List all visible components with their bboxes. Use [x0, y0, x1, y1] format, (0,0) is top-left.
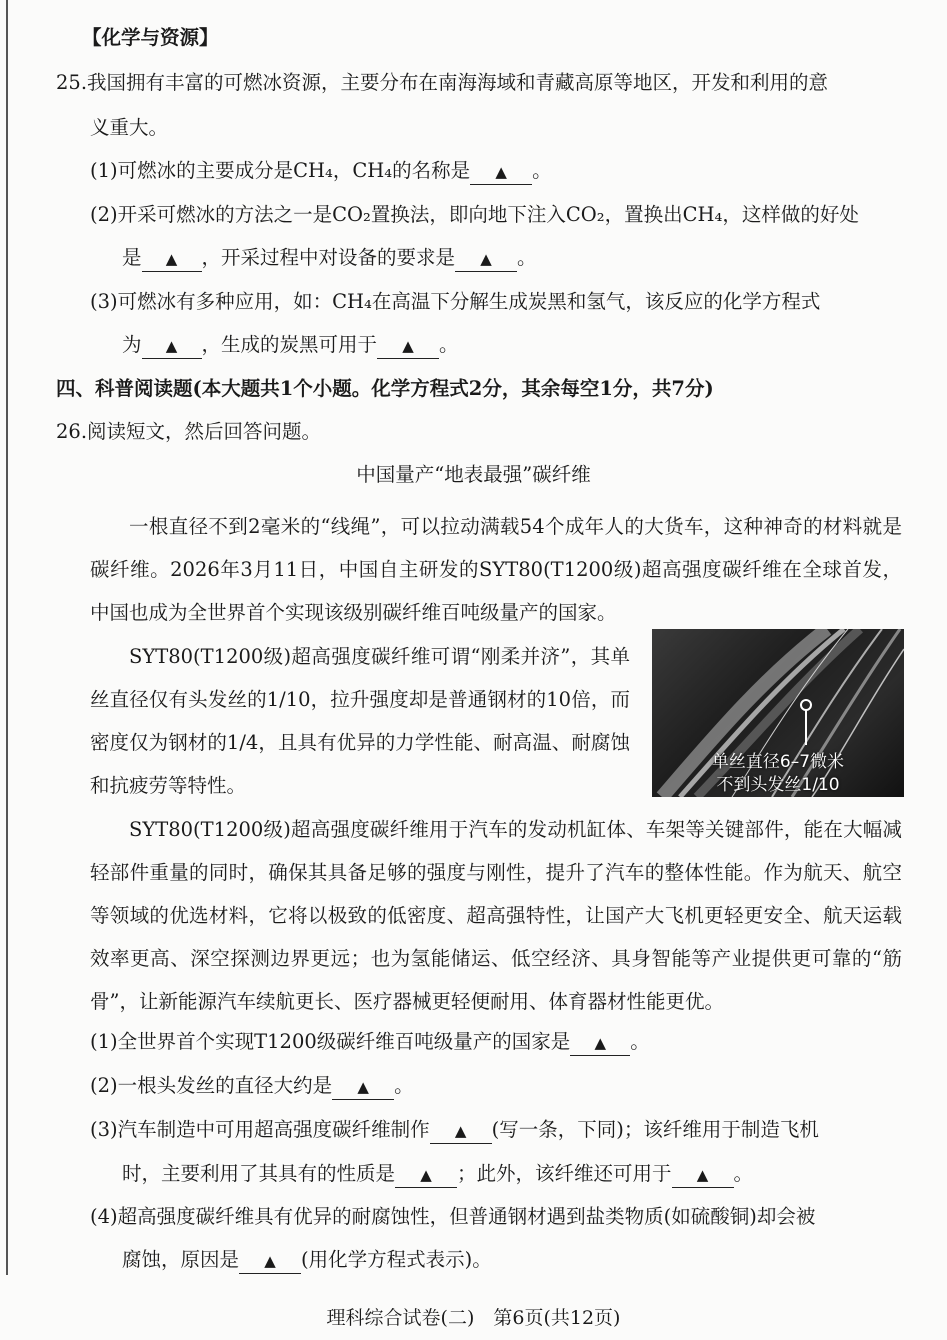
- photo-caption-line1: 单丝直径6–7微米: [711, 752, 845, 772]
- section4-heading: [56, 375, 714, 403]
- blank-marker-icon: ▲: [696, 1166, 709, 1184]
- q26-part2-text: (2)一根头发丝的直径大约是: [90, 1074, 333, 1097]
- period: 。: [532, 159, 552, 182]
- answer-blank[interactable]: [142, 333, 202, 359]
- q25-part3-text-b: ，生成的炭黑可用于: [201, 333, 378, 356]
- blank-marker-icon: ▲: [402, 337, 414, 355]
- answer-blank[interactable]: [377, 333, 439, 359]
- q26-part3-line1: [90, 1116, 819, 1144]
- q26-part1-text: (1)全世界首个实现T1200级碳纤维百吨级量产的国家是: [90, 1030, 571, 1053]
- q25-part2-line1: (2)开采可燃冰的方法之一是CO₂置换法，即向地下注入CO₂，置换出CH₄，这样做的好处: [90, 203, 859, 226]
- q25-part2-line2: [122, 244, 537, 272]
- article-title: 中国量产“地表最强”碳纤维: [356, 463, 591, 486]
- answer-blank[interactable]: [332, 1074, 394, 1100]
- answer-blank[interactable]: [672, 1162, 734, 1188]
- q26-part3-text-b: (写一条，下同)；该纤维用于制造飞机: [491, 1118, 819, 1141]
- blank-marker-icon: ▲: [495, 163, 507, 181]
- q25-part3-line1: (3)可燃冰有多种应用，如：CH₄在高温下分解生成炭黑和氢气，该反应的化学方程式: [90, 290, 821, 313]
- q26-part1: [90, 1028, 650, 1056]
- q26-part3-text-c: 时，主要利用了其具有的性质是: [122, 1162, 396, 1185]
- q26-part2: [90, 1072, 414, 1100]
- answer-blank[interactable]: [395, 1162, 457, 1188]
- photo-caption-line2: 不到头发丝1/10: [716, 775, 840, 795]
- q26-part3-text-d: ；此外，该纤维还可用于: [457, 1162, 672, 1185]
- blank-marker-icon: ▲: [165, 250, 178, 268]
- period: 。: [517, 246, 537, 269]
- q25-stem-line2: 义重大。: [90, 116, 169, 139]
- q25-part2-text-b: ，开采过程中对设备的要求是: [201, 246, 456, 269]
- page-footer: 理科综合试卷(二) 第6页(共12页): [326, 1307, 621, 1329]
- q26-part3-line2: [122, 1160, 753, 1188]
- blank-marker-icon: ▲: [480, 250, 492, 268]
- carbon-fiber-photo: [652, 629, 904, 797]
- answer-blank[interactable]: [470, 159, 532, 185]
- answer-blank[interactable]: [142, 246, 202, 272]
- blank-marker-icon: ▲: [264, 1252, 276, 1270]
- blank-marker-icon: ▲: [594, 1034, 607, 1052]
- q25-part3-line2: [122, 331, 459, 359]
- answer-blank[interactable]: [239, 1248, 301, 1274]
- period: 。: [439, 333, 459, 356]
- q25-part2-text-a: 是: [122, 246, 142, 269]
- period: 。: [394, 1074, 414, 1097]
- q26-part4-text-a: 腐蚀，原因是: [122, 1248, 240, 1271]
- q26-part4-text-b: (用化学方程式表示)。: [301, 1248, 492, 1271]
- section-title: 【化学与资源】: [82, 26, 219, 49]
- blank-marker-icon: ▲: [165, 337, 178, 355]
- page-margin-line: [6, 0, 8, 1275]
- q25-part1-text: (1)可燃冰的主要成分是CH₄，CH₄的名称是: [90, 159, 471, 182]
- article-paragraph-3: SYT80(T1200级)超高强度碳纤维用于汽车的发动机缸体、车架等关键部件，能在大幅减轻部件重量的同时，确保其具备足够的强度与刚性，提升了汽车的整体性能。作为航天、航空等领域的优选材料，它将以极致的低密度、超高强特性，让国产大飞机更轻更安全、航天运载效率更高、深空探测边界更远；也为氢能储运、低空经济、具身智能等产业提供更可靠的“筋骨”，让新能源汽车续航更长、医疗器械更轻便耐用、体育器材性能更优。: [90, 818, 902, 1013]
- q26-stem: 26.阅读短文，然后回答问题。: [56, 420, 322, 443]
- section4-heading-text: 四、科普阅读题(本大题共1个小题。化学方程式2分，其余每空1分，共7分): [56, 377, 714, 400]
- q25-stem-line1: 25.我国拥有丰富的可燃冰资源，主要分布在南海海域和青藏高原等地区，开发和利用的意: [56, 71, 829, 94]
- period: 。: [630, 1030, 650, 1053]
- q25-part3-text-a: 为: [122, 333, 142, 356]
- q26-part4-line1: (4)超高强度碳纤维具有优异的耐腐蚀性，但普通钢材遇到盐类物质(如硫酸铜)却会被: [90, 1205, 816, 1228]
- period: 。: [733, 1162, 754, 1185]
- q25-part1: [90, 157, 552, 185]
- answer-blank[interactable]: [570, 1030, 630, 1056]
- article-paragraph-1: 一根直径不到2毫米的“线绳”，可以拉动满载54个成年人的大货车，这种神奇的材料就是碳纤维。2026年3月11日，中国自主研发的SYT80(T1200级)超高强度碳纤维在全球首发，中国也成为全世界首个实现该级别碳纤维百吨级量产的国家。: [90, 515, 902, 624]
- answer-blank[interactable]: [430, 1118, 492, 1144]
- q26-part4-line2: [122, 1246, 492, 1274]
- q26-part3-text-a: (3)汽车制造中可用超高强度碳纤维制作: [90, 1118, 430, 1141]
- blank-marker-icon: ▲: [420, 1166, 432, 1184]
- answer-blank[interactable]: [455, 246, 517, 272]
- blank-marker-icon: ▲: [454, 1122, 467, 1140]
- article-paragraph-2: SYT80(T1200级)超高强度碳纤维可谓“刚柔并济”，其单丝直径仅有头发丝的1/10，拉升强度却是普通钢材的10倍，而密度仅为钢材的1/4，且具有优异的力学性能、耐高温、耐腐蚀和抗疲劳等特性。: [90, 645, 630, 797]
- blank-marker-icon: ▲: [357, 1078, 369, 1096]
